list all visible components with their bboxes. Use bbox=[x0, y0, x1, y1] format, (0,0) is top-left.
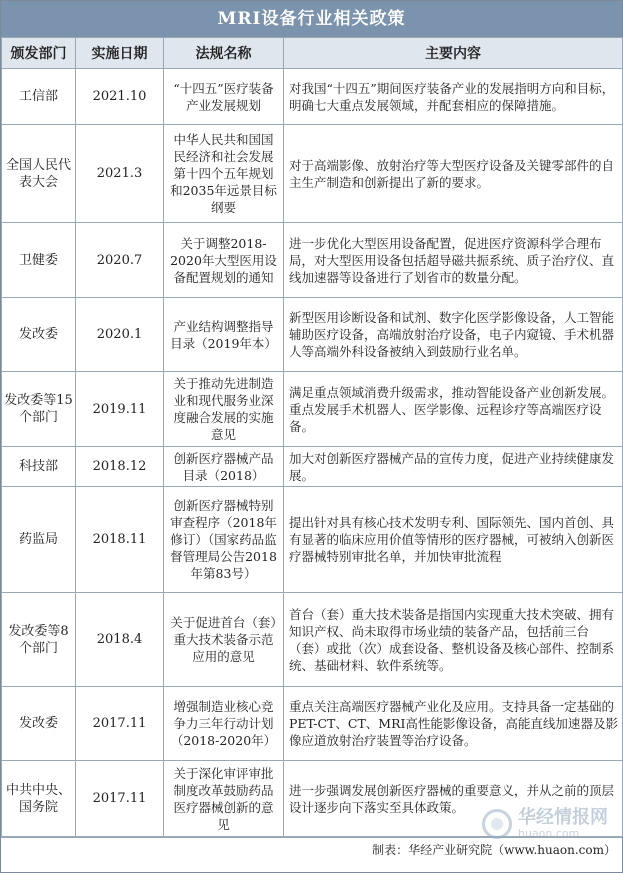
cell-name: 关于促进首台（套）重大技术装备示范应用的意见 bbox=[164, 593, 284, 687]
watermark-name: 华经情报网 bbox=[518, 807, 608, 828]
cell-name: 产业结构调整指导目录（2019年本） bbox=[164, 298, 284, 372]
table-row bbox=[2, 298, 623, 372]
cell-name: 关于推动先进制造业和现代服务业深度融合发展的实施意见 bbox=[164, 372, 284, 447]
cell-content: 进一步优化大型医用设备配置，促进医疗资源科学合理布局，对大型医用设备包括超导磁共振系统、质子治疗仪、直线加速器等设备进行了划省市的数量分配。 bbox=[284, 223, 623, 298]
cell-dept: 工信部 bbox=[2, 69, 76, 125]
header-name: 法规名称 bbox=[164, 38, 284, 69]
cell-date: 2018.4 bbox=[76, 593, 164, 687]
table-row bbox=[2, 372, 623, 447]
cell-content: 加大对创新医疗器械产品的宣传力度，促进产业持续健康发展。 bbox=[284, 447, 623, 487]
table-row bbox=[2, 687, 623, 761]
cell-name: 关于调整2018-2020年大型医用设备配置规划的通知 bbox=[164, 223, 284, 298]
policy-table bbox=[1, 37, 623, 837]
cell-name: 创新医疗器械产品目录（2018） bbox=[164, 447, 284, 487]
cell-date: 2021.3 bbox=[76, 125, 164, 223]
cell-name: 增强制造业核心竞争力三年行动计划（2018-2020年） bbox=[164, 687, 284, 761]
cell-date: 2019.11 bbox=[76, 372, 164, 447]
cell-name: 关于深化审评审批制度改革鼓励药品医疗器械创新的意见 bbox=[164, 761, 284, 837]
cell-date: 2017.11 bbox=[76, 761, 164, 837]
watermark-url: huaon.com bbox=[518, 827, 580, 840]
cell-dept: 全国人民代表大会 bbox=[2, 125, 76, 223]
header-dept: 颁发部门 bbox=[2, 38, 76, 69]
cell-dept: 发改委 bbox=[2, 687, 76, 761]
cell-name: “十四五”医疗装备产业发展规划 bbox=[164, 69, 284, 125]
cell-date: 2018.11 bbox=[76, 487, 164, 593]
table-row bbox=[2, 125, 623, 223]
cell-date: 2018.12 bbox=[76, 447, 164, 487]
table-row bbox=[2, 69, 623, 125]
cell-content: 提出针对具有核心技术发明专利、国际领先、国内首创、具有显著的临床应用价值等情形的医疗器械，可被纳入创新医疗器械特别审批名单，并加快审批流程 bbox=[284, 487, 623, 593]
cell-dept: 卫健委 bbox=[2, 223, 76, 298]
table-row bbox=[2, 487, 623, 593]
table-row bbox=[2, 223, 623, 298]
table-row bbox=[2, 447, 623, 487]
cell-dept: 发改委等8个部门 bbox=[2, 593, 76, 687]
cell-date: 2020.7 bbox=[76, 223, 164, 298]
cell-content: 对于高端影像、放射治疗等大型医疗设备及关键零部件的自主生产制造和创新提出了新的要求。 bbox=[284, 125, 623, 223]
source-footer: 制表：华经产业研究院（www.huaon.com） bbox=[1, 837, 622, 862]
cell-dept: 发改委等15个部门 bbox=[2, 372, 76, 447]
cell-content: 对我国“十四五”期间医疗装备产业的发展指明方向和目标，明确七大重点发展领域，并配套相应的保障措施。 bbox=[284, 69, 623, 125]
cell-content: 新型医用诊断设备和试剂、数字化医学影像设备，人工智能辅助医疗设备，高端放射治疗设备，电子内窥镜、手术机器人等高端外科设备被纳入到鼓励行业名单。 bbox=[284, 298, 623, 372]
cell-dept: 药监局 bbox=[2, 487, 76, 593]
cell-content: 进一步强调发展创新医疗器械的重要意义，并从之前的顶层设计逐步向下落实至具体政策。 bbox=[284, 761, 623, 837]
header-content: 主要内容 bbox=[284, 38, 623, 69]
cell-dept: 发改委 bbox=[2, 298, 76, 372]
cell-name: 中华人民共和国国民经济和社会发展第十四个五年规划和2035年远景目标纲要 bbox=[164, 125, 284, 223]
cell-dept: 中共中央、国务院 bbox=[2, 761, 76, 837]
cell-content: 重点关注高端医疗器械产业化及应用。支持具备一定基础的PET-CT、CT、MRI高性能影像设备，高能直线加速器及影像应道放射治疗装置等治疗设备。 bbox=[284, 687, 623, 761]
table-row bbox=[2, 593, 623, 687]
cell-dept: 科技部 bbox=[2, 447, 76, 487]
header-date: 实施日期 bbox=[76, 38, 164, 69]
cell-date: 2021.10 bbox=[76, 69, 164, 125]
cell-date: 2017.11 bbox=[76, 687, 164, 761]
table-row bbox=[2, 761, 623, 837]
table-title: MRI设备行业相关政策 bbox=[1, 1, 622, 37]
cell-content: 首台（套）重大技术装备是指国内实现重大技术突破、拥有知识产权、尚未取得市场业绩的装备产品，包括前三台（套）或批（次）成套设备、整机设备及核心部件、控制系统、基础材料、软件系统等。 bbox=[284, 593, 623, 687]
cell-date: 2020.1 bbox=[76, 298, 164, 372]
cell-content: 满足重点领域消费升级需求，推动智能设备产业创新发展。重点发展手术机器人、医学影像、远程诊疗等高端医疗设备。 bbox=[284, 372, 623, 447]
header-row bbox=[2, 38, 623, 69]
cell-name: 创新医疗器械特别审查程序（2018年修订）（国家药品监督管理局公告2018年第83号） bbox=[164, 487, 284, 593]
